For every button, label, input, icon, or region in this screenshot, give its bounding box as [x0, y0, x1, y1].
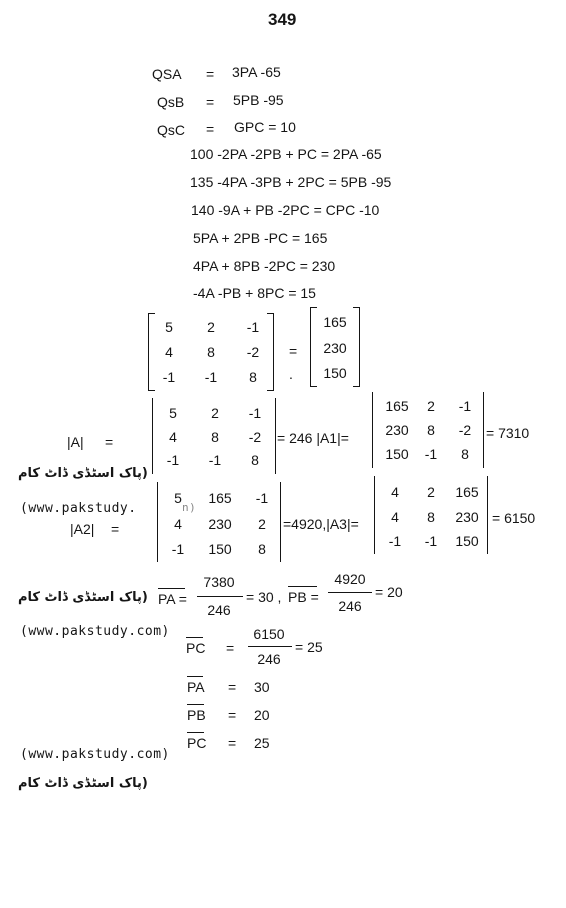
matrix-cell: 5 [174, 490, 182, 506]
pa-numerator: 7380 [203, 574, 235, 590]
matrix-cell: -1 [424, 446, 438, 462]
det-a-result: = 246 |A1|= [277, 430, 349, 446]
matrix-cell: -2 [248, 429, 262, 445]
pc-numerator: 6150 [253, 626, 285, 642]
equation-line: 5PA + 2PB -PC = 165 [193, 230, 328, 246]
matrix-cell: 8 [249, 369, 257, 385]
matrix-cell: 8 [427, 422, 435, 438]
matrix-cell: -1 [162, 369, 176, 385]
pc-label [186, 640, 205, 656]
pa-result: = 30 , [246, 589, 282, 605]
matrix-cell: 4 [169, 429, 177, 445]
pa-label [158, 591, 187, 607]
det-a3-matrix [374, 476, 488, 554]
equation-line: 140 -9A + PB -2PC = CPC -10 [191, 202, 380, 218]
matrix-cell: -1 [246, 319, 260, 335]
def-rhs: GPC = 10 [234, 119, 296, 135]
pa-fraction-bar [197, 596, 243, 597]
det-a-label: |A| [67, 434, 84, 450]
pc-fraction-bar [248, 646, 292, 647]
matrix-cell: 8 [211, 429, 219, 445]
final-var [187, 707, 206, 723]
matrix-cell: 8 [258, 541, 266, 557]
matrix-cell: 230 [208, 516, 232, 532]
matrix-cell: 150 [385, 446, 409, 462]
matrix-cell: -1 [204, 369, 218, 385]
definition-qsa [152, 66, 182, 82]
page-number: 349 [268, 10, 297, 29]
vector-cell: 230 [323, 340, 347, 356]
watermark-url: (www.pakstudy. [20, 501, 137, 516]
def-lhs: QSA [152, 66, 182, 82]
equals-sign: = [228, 679, 237, 695]
matrix-cell: 2 [211, 405, 219, 421]
matrix-cell: 2 [207, 319, 215, 335]
final-var-text: PA [187, 679, 205, 695]
dot: . [289, 366, 293, 382]
coefficient-matrix [148, 313, 274, 391]
matrix-cell: -1 [388, 533, 402, 549]
matrix-cell: 4 [391, 509, 399, 525]
det-a2-label: |A2| [70, 521, 95, 537]
equals-sign: = [111, 521, 120, 537]
matrix-cell: 5 [165, 319, 173, 335]
pa-denominator: 246 [207, 602, 231, 618]
pc-label-text: PC [186, 640, 206, 656]
matrix-cell: -1 [248, 405, 262, 421]
det-a3-result: = 6150 [492, 510, 536, 526]
matrix-cell: -1 [458, 398, 472, 414]
matrix-cell: 8 [207, 344, 215, 360]
matrix-cell: 165 [208, 490, 232, 506]
det-a-matrix [152, 398, 276, 474]
matrix-cell: 4 [174, 516, 182, 532]
det-a2-matrix [157, 482, 281, 562]
matrix-cell: 165 [455, 484, 479, 500]
pb-label-text: PB = [288, 589, 319, 605]
watermark-urdu: (پاک اسٹڈی ڈاٹ کام [18, 590, 148, 605]
matrix-cell: 4 [165, 344, 173, 360]
watermark-urdu: (پاک اسٹڈی ڈاٹ کام [18, 776, 148, 791]
vector-cell: 150 [323, 365, 347, 381]
matrix-cell: 150 [455, 533, 479, 549]
def-eq: = [206, 66, 215, 82]
equals-sign: = [228, 735, 237, 751]
matrix-cell: 4 [391, 484, 399, 500]
equals-sign: = [289, 343, 298, 359]
watermark-url: (www.pakstudy.com) [20, 624, 170, 639]
definition-qsb: QsB [157, 94, 185, 110]
matrix-cell: -1 [255, 490, 269, 506]
matrix-cell: -1 [166, 452, 180, 468]
equation-line: 135 -4PA -3PB + 2PC = 5PB -95 [190, 174, 392, 190]
matrix-cell: -1 [171, 541, 185, 557]
final-var [187, 735, 206, 751]
final-var-text: PC [187, 735, 207, 751]
equals-sign: = [228, 707, 237, 723]
pb-label [288, 589, 319, 605]
matrix-cell: 150 [208, 541, 232, 557]
equals-sign: = [105, 434, 114, 450]
def-eq: = [206, 94, 215, 110]
det-a1-matrix [372, 392, 484, 468]
final-value: 25 [254, 735, 270, 751]
pb-fraction-bar [328, 592, 372, 593]
matrix-cell: -2 [246, 344, 260, 360]
matrix-cell: 8 [427, 509, 435, 525]
watermark-url-tail: n) [182, 501, 197, 514]
matrix-cell: 230 [385, 422, 409, 438]
equation-line: -4A -PB + 8PC = 15 [193, 285, 316, 301]
final-var-text: PB [187, 707, 206, 723]
watermark-url: (www.pakstudy.com) [20, 747, 170, 762]
def-eq: = [206, 121, 215, 137]
equals-sign: = [226, 640, 235, 656]
vector-cell: 165 [323, 314, 347, 330]
det-a2-result: =4920,|A3|= [283, 516, 359, 532]
matrix-cell: 2 [258, 516, 266, 532]
matrix-cell: -1 [208, 452, 222, 468]
matrix-cell: -2 [458, 422, 472, 438]
definition-qsc: QsC [157, 122, 185, 138]
matrix-cell: -1 [424, 533, 438, 549]
rhs-vector [310, 307, 360, 387]
matrix-cell: 2 [427, 398, 435, 414]
pc-denominator: 246 [257, 651, 281, 667]
matrix-cell: 230 [455, 509, 479, 525]
matrix-cell: 165 [385, 398, 409, 414]
matrix-cell: 8 [461, 446, 469, 462]
pc-result: = 25 [295, 639, 323, 655]
matrix-cell: 5 [169, 405, 177, 421]
equation-line: 100 -2PA -2PB + PC = 2PA -65 [190, 146, 382, 162]
watermark-urdu: (پاک اسٹڈی ڈاٹ کام [18, 466, 148, 481]
matrix-cell: 8 [251, 452, 259, 468]
final-var [187, 679, 205, 695]
pb-denominator: 246 [338, 598, 362, 614]
det-a1-result: = 7310 [486, 425, 530, 441]
pa-label-text: PA = [158, 591, 187, 607]
matrix-cell: 2 [427, 484, 435, 500]
def-rhs: 5PB -95 [233, 92, 284, 108]
pb-numerator: 4920 [334, 571, 366, 587]
equation-line: 4PA + 8PB -2PC = 230 [193, 258, 336, 274]
final-value: 30 [254, 679, 270, 695]
def-rhs: 3PA -65 [232, 64, 281, 80]
pb-result: = 20 [375, 584, 403, 600]
final-value: 20 [254, 707, 270, 723]
